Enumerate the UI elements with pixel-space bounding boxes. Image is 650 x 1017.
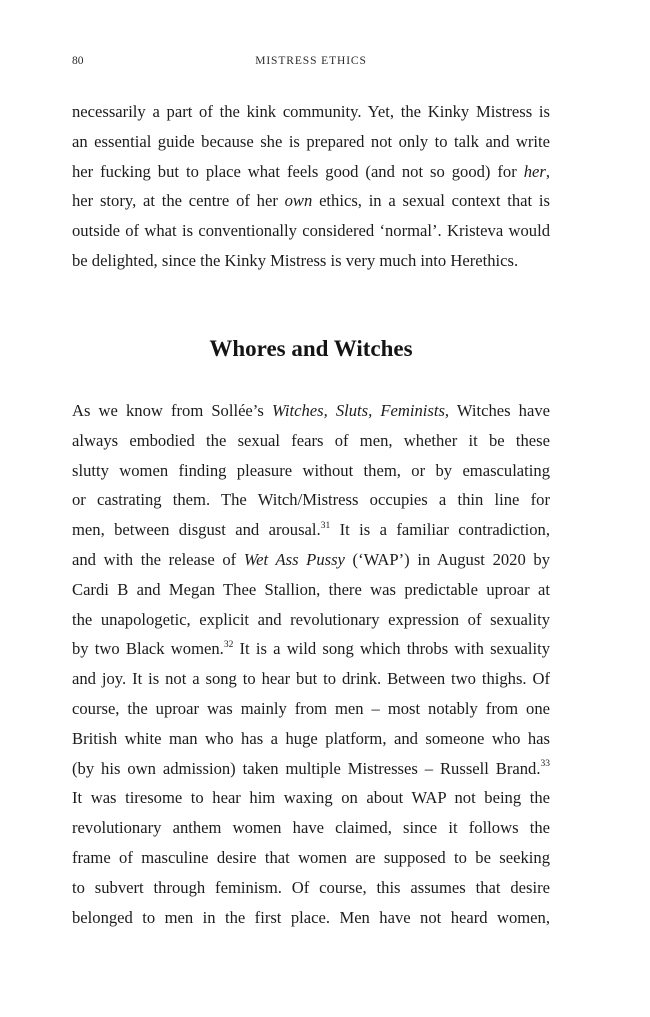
text-run: or castrating them. The Witch/Mistress occupies a thin line for [72, 490, 550, 510]
text-line [72, 664, 550, 694]
text-run: (‘WAP’) in August 2020 by [344, 550, 550, 569]
text-run: outside of what is conventionally considered ‘normal’. Kristeva would [72, 221, 550, 241]
text-run: be delighted, since the Kinky Mistress is very much into Herethics. [72, 251, 519, 270]
text-line [72, 545, 550, 575]
text-run: It is a wild song which throbs with sexuality [233, 639, 551, 659]
italic-text: her [523, 161, 546, 181]
text-line [72, 605, 550, 635]
text-run: frame of masculine desire that women are supposed to be seeking [72, 848, 550, 867]
text-line [72, 724, 550, 754]
text-run: men, between disgust and arousal. [72, 520, 321, 540]
section-heading: Whores and Witches [209, 336, 413, 361]
text-line [72, 754, 550, 784]
text-run: , Witches have [444, 401, 550, 420]
text-run: British white man who has a huge platform, and someone who has [72, 728, 550, 748]
text-line [72, 873, 550, 903]
text-line [72, 694, 550, 724]
text-run: her fucking but to place what feels good (and not so good) for [72, 161, 524, 181]
text-run: It is a familiar contradiction, [330, 520, 550, 540]
text-line [72, 396, 550, 426]
text-line [72, 575, 550, 605]
text-line [72, 127, 550, 157]
text-line [72, 515, 550, 545]
text-run: As we know from Sollée’s [72, 401, 272, 420]
text-run: It was tiresome to hear him waxing on about WAP not being the [72, 788, 550, 808]
page-number: 80 [72, 55, 84, 67]
text-run: her story, at the centre of her [72, 191, 285, 211]
text-run: by two Black women. [72, 639, 224, 659]
text-line [72, 783, 550, 813]
text-run: (by his own admission) taken multiple Mistresses – Russell Brand. [72, 758, 541, 778]
italic-text: own [284, 191, 313, 211]
running-title: MISTRESS ETHICS [255, 55, 367, 67]
text-run: , [545, 161, 550, 181]
text-line [72, 97, 550, 127]
italic-text: Witches, Sluts, Feminists [271, 401, 445, 420]
text-run: revolutionary anthem women have claimed, since it follows the [72, 818, 550, 838]
text-run: and with the release of [72, 550, 244, 569]
text-line [72, 634, 550, 664]
text-run: ethics, in a sexual context that is [312, 191, 550, 211]
text-run: the unapologetic, explicit and revolutionary expression of sexuality [72, 609, 550, 629]
text-run: an essential guide because she is prepared not only to talk and write [72, 131, 550, 151]
text-run: Cardi B and Megan Thee Stallion, there was predictable uproar at [72, 579, 550, 599]
text-line [72, 186, 550, 216]
text-run: course, the uproar was mainly from men – most notably from one [72, 699, 550, 718]
text-line [72, 843, 550, 873]
text-line [72, 216, 550, 246]
text-line [72, 157, 550, 187]
text-run: always embodied the sexual fears of men, whether it be these [72, 430, 550, 450]
text-run: and joy. It is not a song to hear but to drink. Between two thighs. Of [72, 669, 550, 689]
text-line [72, 485, 550, 515]
text-run: necessarily a part of the kink community. Yet, the Kinky Mistress is [72, 102, 550, 121]
footnote-reference: 33 [540, 759, 550, 770]
text-line [72, 456, 550, 486]
text-line [72, 903, 550, 933]
footnote-reference: 31 [320, 520, 331, 531]
text-run: to subvert through feminism. Of course, this assumes that desire [72, 877, 550, 897]
text-line [72, 426, 550, 456]
footnote-reference: 32 [223, 639, 234, 650]
text-run: belonged to men in the first place. Men have not heard women, [72, 907, 550, 927]
running-head [72, 53, 550, 69]
text-line [72, 246, 550, 276]
italic-text: Wet Ass Pussy [243, 550, 345, 569]
text-line [72, 813, 550, 843]
text-run: slutty women finding pleasure without them, or by emasculating [72, 460, 550, 480]
